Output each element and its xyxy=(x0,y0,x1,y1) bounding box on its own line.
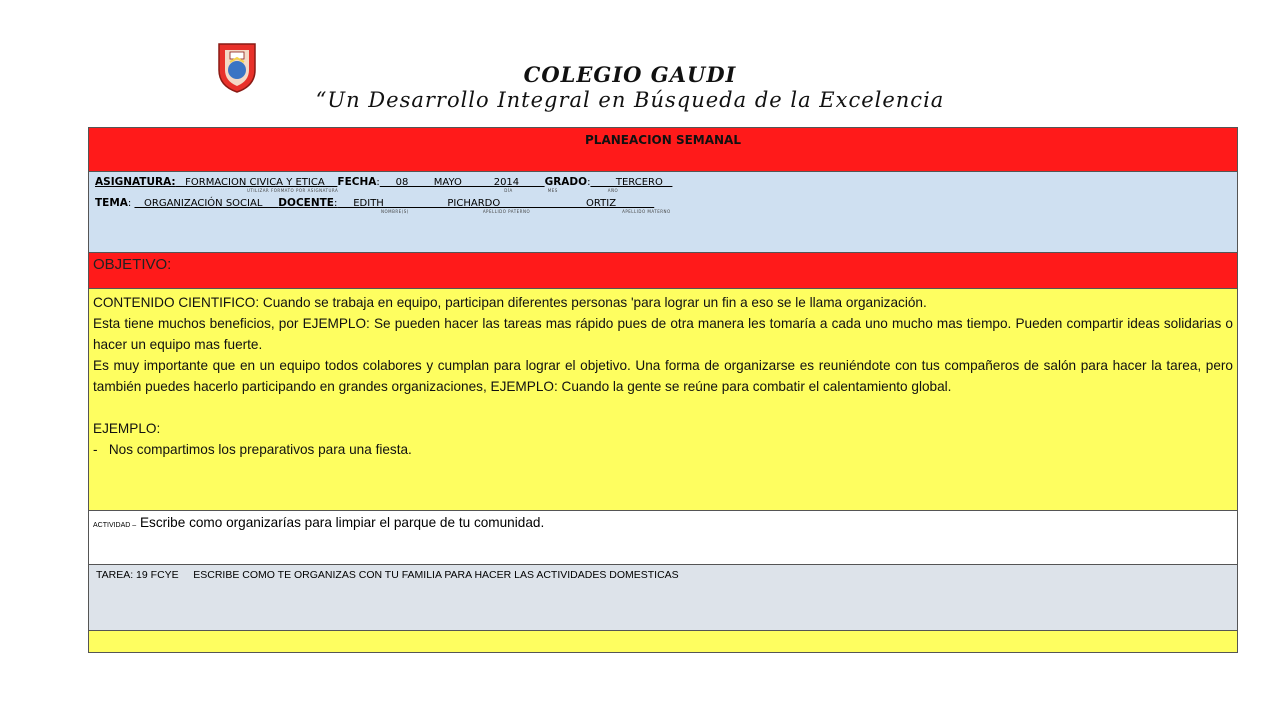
docente-value: EDITH PICHARDO ORTIZ xyxy=(337,198,655,209)
asignatura-label: ASIGNATURA: xyxy=(95,176,176,188)
asignatura-hints xyxy=(95,188,1231,197)
info-row xyxy=(88,172,1238,253)
hint-asignatura: UTILIZAR FORMATO POR ASIGNATURA xyxy=(247,188,339,193)
actividad-label: ACTIVIDAD – xyxy=(93,522,137,529)
school-motto: “Un Desarrollo Integral en Búsqueda de la Excelencia xyxy=(315,88,945,112)
hint-materno: APELLIDO MATERNO xyxy=(622,209,671,214)
ejemplo-item: - Nos compartimos los preparativos para una fiesta. xyxy=(93,442,412,457)
objetivo-row xyxy=(88,253,1238,289)
tarea-text: TAREA: 19 FCYE ESCRIBE COMO TE ORGANIZAS CON TU FAMILIA PARA HACER LAS ACTIVIDADES DOMESTICAS xyxy=(96,569,679,581)
hint-nombres: NOMBRE(S) xyxy=(381,209,409,214)
planeacion-title: PLANEACION SEMANAL xyxy=(585,133,741,147)
contenido-paragraph: Es muy importante que en un equipo todos colabores y cumplan para lograr el objetivo. Una forma de organizarse es reuniéndote con tus compañeros de salón para hacer la tarea, pero también puedes hacerlo participando en grandes organizaciones, EJEMPLO: Cuando la gente se reúne para combatir el calentamiento global. xyxy=(93,358,1233,394)
planeacion-title-row xyxy=(88,127,1238,172)
grado-value: TERCERO xyxy=(590,177,673,188)
ejemplo-label: EJEMPLO: xyxy=(93,421,161,436)
school-name: COLEGIO GAUDI xyxy=(523,62,737,87)
asignatura-line: ASIGNATURA: FORMACION CIVICA Y ETICA FECHA : 08 MAYO 2014 GRADO : TERCERO xyxy=(95,176,673,188)
grado-label: GRADO xyxy=(544,176,588,188)
docente-hints xyxy=(95,209,1231,214)
contenido-row xyxy=(88,289,1238,511)
hint-anio: AÑO xyxy=(607,188,619,193)
contenido-paragraph: Esta tiene muchos beneficios, por EJEMPLO: Se pueden hacer las tareas mas rápido pues de otra manera les tomaría a cada uno mucho mas tiempo. Pueden compartir ideas solidarias o hacer un equipo mas fuerte. xyxy=(93,316,1233,352)
asignatura-value: FORMACION CIVICA Y ETICA xyxy=(175,177,338,188)
footer-row xyxy=(88,631,1238,653)
hint-dia: DÍA xyxy=(504,188,513,193)
contenido-paragraph: CONTENIDO CIENTIFICO: Cuando se trabaja en equipo, participan diferentes personas 'para lograr un fin a eso se le llama organización. xyxy=(93,295,927,310)
objetivo-label: OBJETIVO: xyxy=(93,256,172,273)
actividad-text: Escribe como organizarías para limpiar el parque de tu comunidad. xyxy=(139,515,545,530)
docente-label: DOCENTE xyxy=(278,197,334,209)
fecha-label: FECHA xyxy=(337,176,377,188)
tema-label: TEMA xyxy=(95,197,128,209)
tarea-row xyxy=(88,565,1238,631)
fecha-value: 08 MAYO 2014 xyxy=(379,177,545,188)
tema-line: TEMA : ORGANIZACIÓN SOCIAL DOCENTE : EDITH PICHARDO ORTIZ xyxy=(95,197,655,209)
actividad-row xyxy=(88,511,1238,565)
hint-mes: MES xyxy=(547,188,558,193)
hint-paterno: APELLIDO PATERNO xyxy=(482,209,531,214)
planeacion-sheet xyxy=(88,127,1238,653)
tema-value: ORGANIZACIÓN SOCIAL xyxy=(134,198,279,209)
